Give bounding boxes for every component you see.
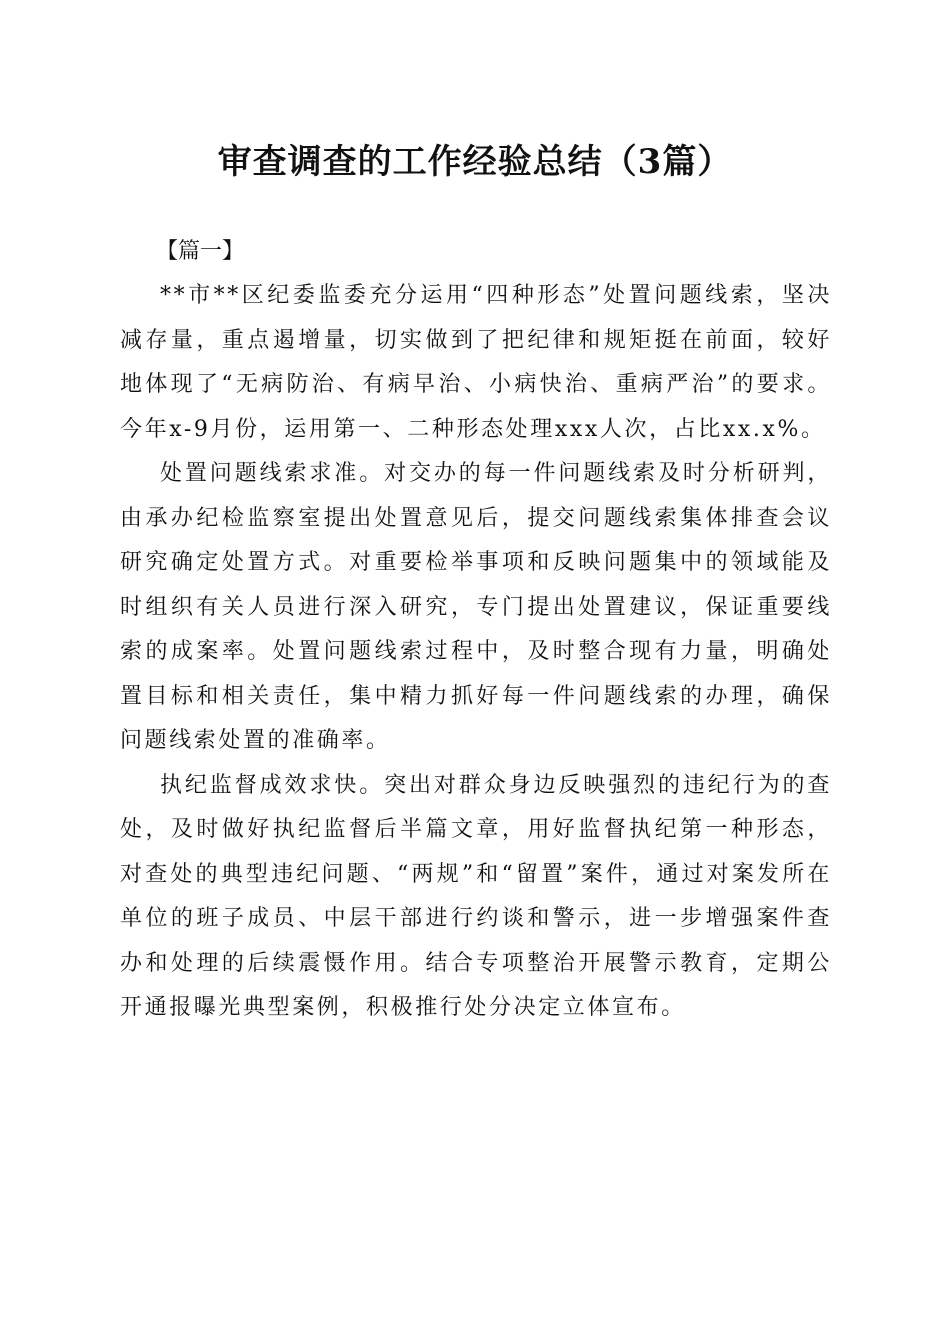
document-body bbox=[120, 230, 832, 1031]
paragraph-clue-handling: 处置问题线索求准。对交办的每一件问题线索及时分析研判，由承办纪检监察室提出处置意见后，提交问题线索集体排查会议研究确定处置方式。对重要检举事项和反映问题集中的领域能及时组织有关人员进行深入研究，专门提出处置建议，保证重要线索的成案率。处置问题线索过程中，及时整合现有力量，明确处置目标和相关责任，集中精力抓好每一件问题线索的办理，确保问题线索处置的准确率。 bbox=[120, 461, 832, 753]
document-title: 审查调查的工作经验总结（3篇） bbox=[217, 142, 733, 182]
paragraph-intro: **市**区纪委监委充分运用“四种形态”处置问题线索，坚决减存量，重点遏增量，切实做到了把纪律和规矩挺在前面，较好地体现了“无病防治、有病早治、小病快治、重病严治”的要求。今年x-9月份，运用第一、二种形态处理xxx人次，占比xx.x%。 bbox=[120, 283, 832, 442]
paragraph-supervision: 执纪监督成效求快。突出对群众身边反映强烈的违纪行为的查处，及时做好执纪监督后半篇文章，用好监督执纪第一种形态，对查处的典型违纪问题、“两规”和“留置”案件，通过对案发所在单位的班子成员、中层干部进行约谈和警示，进一步增强案件查办和处理的后续震慑作用。结合专项整治开展警示教育，定期公开通报曝光典型案例，积极推行处分决定立体宣布。 bbox=[120, 772, 832, 1020]
section-heading: 【篇一】 bbox=[156, 239, 245, 264]
